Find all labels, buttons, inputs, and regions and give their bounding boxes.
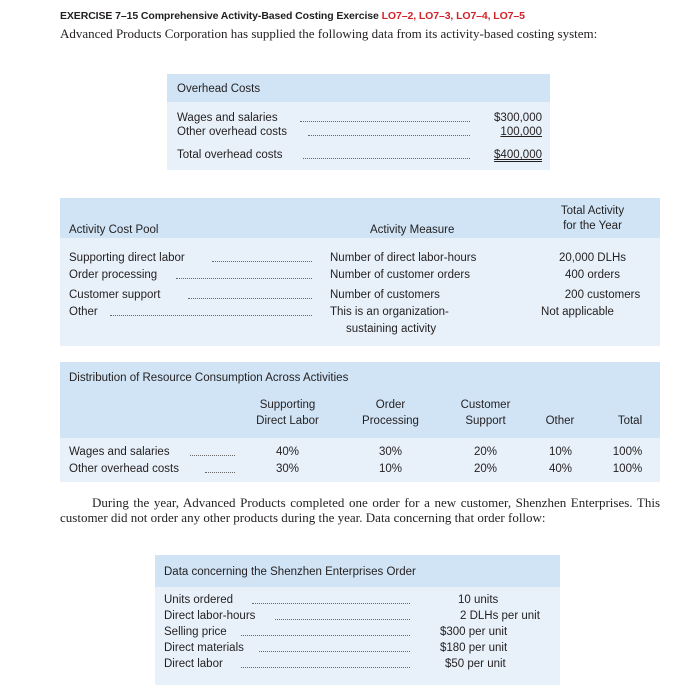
leader-dots <box>176 278 312 279</box>
leader-dots <box>241 635 410 636</box>
activity-row-measure-cont: sustaining activity <box>346 323 437 335</box>
dist-cell: 30% <box>378 446 403 458</box>
order-paragraph-text: During the year, Advanced Products completed one order for a new customer, Shenzhen Enterprises. This customer did not order any other products during the year. Data concerning that order follow: <box>60 495 660 525</box>
leader-dots <box>308 135 470 136</box>
distribution-table-panel <box>60 362 660 482</box>
col-for-the-year: for the Year <box>563 220 622 232</box>
dist-col-processing: Processing <box>362 415 419 427</box>
leader-dots <box>190 455 235 456</box>
leader-dots <box>252 603 410 604</box>
dist-row-label: Other overhead costs <box>69 463 179 475</box>
shenzhen-row-value: $50 per unit <box>445 658 506 670</box>
activity-row-measure: Number of customers <box>330 289 440 301</box>
shenzhen-row-value: $300 per unit <box>440 626 508 638</box>
leader-dots <box>303 158 470 159</box>
leader-dots <box>110 315 312 316</box>
leader-dots <box>188 298 312 299</box>
learning-objectives: LO7–2, LO7–3, LO7–4, LO7–5 <box>381 10 525 22</box>
shenzhen-row-label: Direct labor <box>164 658 223 670</box>
leader-dots <box>212 261 312 262</box>
col-activity-measure: Activity Measure <box>370 224 455 236</box>
col-activity-cost-pool: Activity Cost Pool <box>69 224 159 236</box>
activity-row-total: 20,000 DLHs <box>558 252 627 264</box>
dist-col-total: Total <box>617 415 643 427</box>
dist-cell: 10% <box>378 463 403 475</box>
activity-row-pool: Order processing <box>69 269 158 281</box>
activity-row-pool: Supporting direct labor <box>69 252 185 264</box>
shenzhen-row-label: Units ordered <box>164 594 234 606</box>
dist-cell: 100% <box>612 463 643 475</box>
shenzhen-row-label: Direct materials <box>164 642 244 654</box>
activity-row-pool: Customer support <box>69 289 161 301</box>
col-total-activity: Total Activity <box>560 205 625 217</box>
dist-cell: 10% <box>548 446 573 458</box>
shenzhen-row-value: $180 per unit <box>440 642 508 654</box>
activity-row-pool: Other <box>69 306 98 318</box>
exercise-heading <box>60 10 525 22</box>
dist-col-supporting: Supporting <box>259 399 316 411</box>
leader-dots <box>275 619 410 620</box>
dist-cell: 40% <box>275 446 300 458</box>
activity-row-total: 400 orders <box>565 269 620 281</box>
order-paragraph <box>60 495 660 525</box>
shenzhen-order-panel <box>155 555 560 685</box>
intro-text: Advanced Products Corporation has supplied the following data from its activity-based costing system: <box>60 26 598 41</box>
overhead-row-label: Other overhead costs <box>177 126 287 138</box>
leader-dots <box>259 651 410 652</box>
dist-col-direct-labor: Direct Labor <box>256 415 319 427</box>
overhead-total-label: Total overhead costs <box>177 149 283 161</box>
leader-dots <box>205 472 235 473</box>
shenzhen-row-label: Selling price <box>164 626 227 638</box>
overhead-row-value: 100,000 <box>500 126 542 138</box>
activity-row-measure: Number of direct labor-hours <box>330 252 477 264</box>
dist-cell: 40% <box>548 463 573 475</box>
activity-table-panel <box>60 198 660 346</box>
dist-cell: 100% <box>612 446 643 458</box>
overhead-title: Overhead Costs <box>177 83 261 95</box>
dist-cell: 20% <box>473 446 498 458</box>
shenzhen-row-label: Direct labor-hours <box>164 610 256 622</box>
shenzhen-row-value: 10 units <box>458 594 499 606</box>
dist-col-order: Order <box>375 399 406 411</box>
shenzhen-row-value: 2 DLHs per unit <box>460 610 540 622</box>
activity-row-total: Not applicable <box>541 306 614 318</box>
overhead-row-value: $300,000 <box>494 112 542 124</box>
dist-col-support: Support <box>465 415 506 427</box>
leader-dots <box>300 121 470 122</box>
overhead-costs-panel <box>167 74 550 170</box>
distribution-title: Distribution of Resource Consumption Across Activities <box>69 372 349 384</box>
activity-row-total: 200 customers <box>564 289 641 301</box>
dist-row-label: Wages and salaries <box>69 446 170 458</box>
activity-row-measure: Number of customer orders <box>330 269 470 281</box>
overhead-total-value: $400,000 <box>494 149 542 161</box>
dist-col-other: Other <box>545 415 575 427</box>
dist-col-customer: Customer <box>460 399 511 411</box>
overhead-row-label: Wages and salaries <box>177 112 278 124</box>
dist-cell: 20% <box>473 463 498 475</box>
shenzhen-title: Data concerning the Shenzhen Enterprises Order <box>164 566 416 578</box>
activity-row-measure: This is an organization- <box>330 306 449 318</box>
leader-dots <box>241 667 410 668</box>
dist-cell: 30% <box>275 463 300 475</box>
exercise-label: EXERCISE 7–15 Comprehensive Activity-Based Costing Exercise <box>60 10 379 22</box>
